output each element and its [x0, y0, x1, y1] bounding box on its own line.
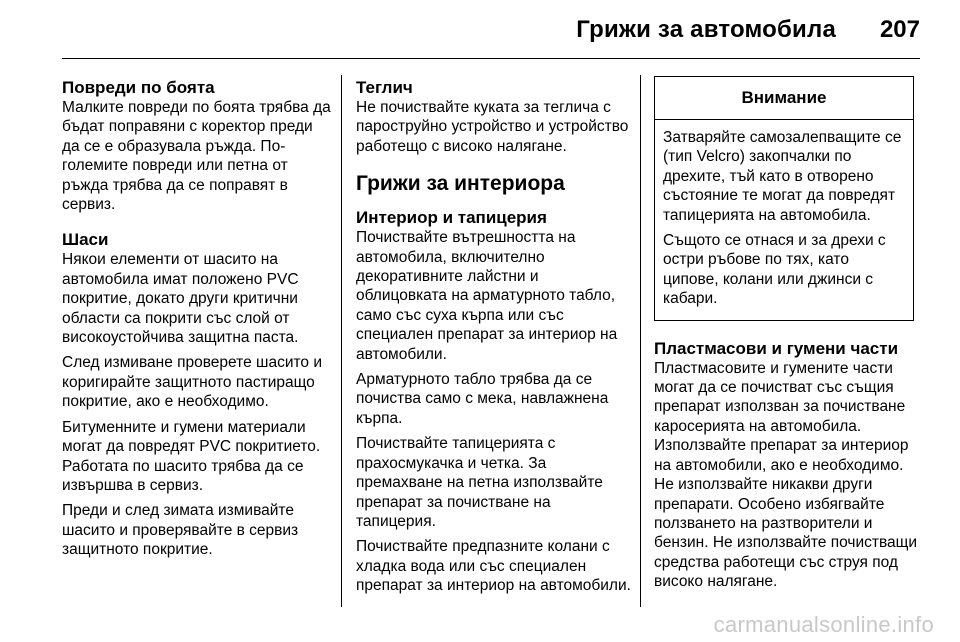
paragraph: Почиствайте вътрешността на автомобила, включително декоративните лайстни и облицовката на арматурното табло, само със суха кърпа или със специален препарат за интериор на автомобили. — [356, 229, 618, 363]
page-number: 207 — [879, 16, 920, 43]
caution-heading: Внимание — [655, 77, 913, 120]
section-heading-plastic-rubber: Пластмасови и гумени части — [654, 338, 899, 358]
column-right — [654, 76, 924, 598]
paragraph: Почиствайте тапицерията с прахосмукачка и четка. За премахване на петна използвайте препарат за почистване на тапицерия. — [356, 435, 603, 530]
column-middle — [356, 78, 632, 602]
paragraph: Пластмасовите и гумените части могат да се почистват със същия препарат използван за почистване каросерията на автомобила. Използвайте препарат за интериор на автомобили, ако е необходимо. Не използвайте никакви други препарати. Особено избягвайте ползването на разтворители и бензин. Не използвайте почистващи средства работещи със струя под високо налягане. — [654, 359, 918, 591]
paragraph: Арматурното табло трябва да се почиства само с мека, навлажнена кърпа. — [356, 371, 609, 427]
section-heading-paint-damage: Повреди по боята — [62, 78, 215, 97]
column-divider-2 — [640, 75, 641, 607]
column-left — [62, 78, 334, 566]
section-heading-chassis: Шаси — [62, 230, 109, 250]
paragraph: Не почиствайте куката за теглича с пароструйно устройство и устройство работещо с високо налягане. — [356, 99, 629, 155]
caution-body — [655, 120, 913, 320]
paragraph: Малките повреди по боята трябва да бъдат поправяни с коректор преди да се е образувала ръжда. По-големите повреди или петна от ръжда трябва да се поправят в сервиз. — [62, 99, 331, 214]
header-divider — [62, 58, 920, 59]
paragraph: Преди и след зимата измивайте шасито и проверявайте в сервиз защитното покритие. — [62, 502, 299, 559]
section-heading-interior-upholstery: Интериор и тапицерия — [356, 208, 547, 228]
caution-box — [654, 76, 914, 321]
column-divider-1 — [341, 75, 342, 607]
paragraph: Почиствайте предпазните колани с хладка вода или със специален препарат за интериор на автомобили. — [356, 538, 631, 595]
paragraph: Някои елементи от шасито на автомобила имат положено PVC покритие, докато други критични области са покрити със слой от високоустойчива защитна паста. — [62, 251, 299, 347]
page-title: Грижи за автомобила — [576, 16, 836, 43]
paragraph: Битуменните и гумени материали могат да повредят PVC покритието. Работата по шасито трябва да се извършва в сервиз. — [62, 418, 321, 494]
paragraph: След измиване проверете шасито и коригирайте защитното пастиращо покритие, ако е необходимо. — [62, 354, 322, 411]
paragraph: Същото се отнася и за дрехи с остри ръбове по тях, като ципове, колани или джинси с кабари. — [663, 232, 886, 308]
section-heading-towbar: Теглич — [356, 78, 413, 97]
watermark: carmanualsonline.info — [713, 612, 934, 637]
chapter-heading-interior-care: Грижи за интериора — [356, 172, 565, 196]
paragraph: Затваряйте самозалепващите се (тип Velcro) закопчалки по дрехите, тъй като в отворено състояние те могат да повредят тапицерията на автомобила. — [663, 129, 902, 224]
